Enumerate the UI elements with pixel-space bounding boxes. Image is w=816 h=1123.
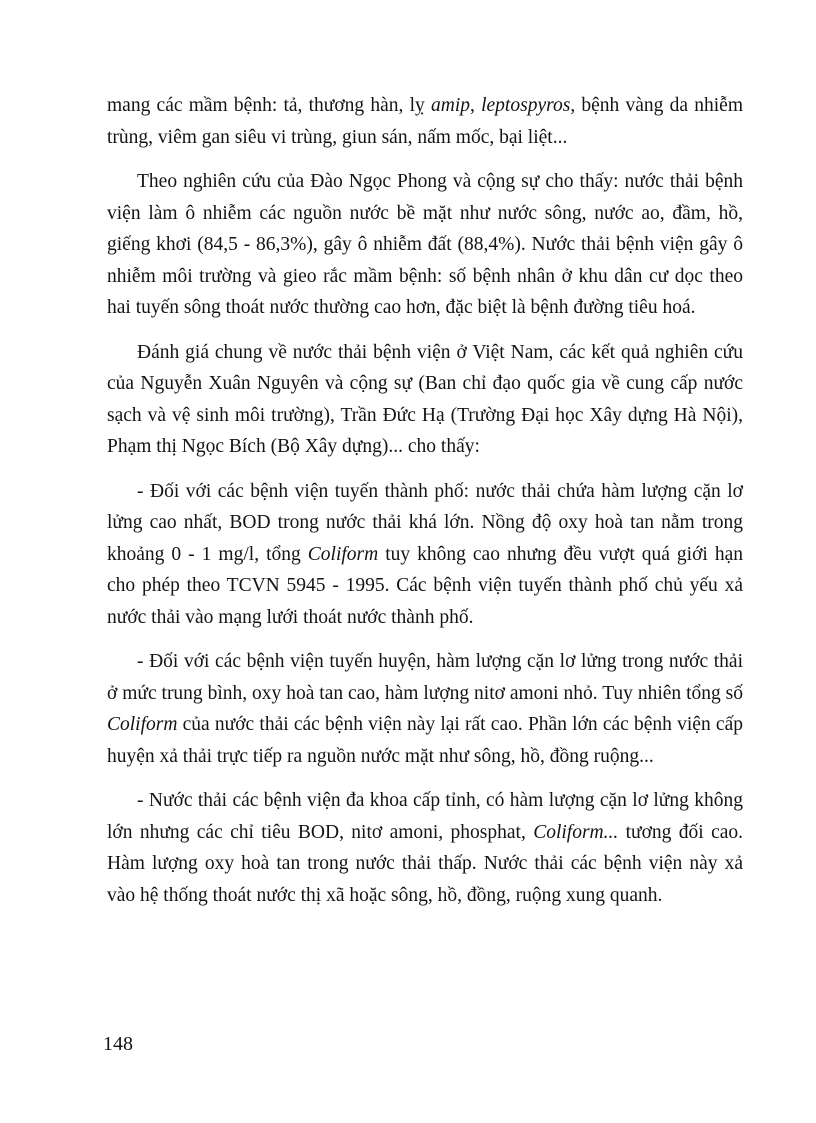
italic-term: amip: [431, 95, 471, 116]
paragraph-p6: [107, 785, 743, 911]
text-segment: của nước thải các bệnh viện này lại rất cao. Phần lớn các bệnh viện cấp huyện xả thải trực tiếp ra nguồn nước mặt như sông, hồ, đồng ruộng...: [107, 714, 743, 767]
text-segment: ,: [470, 95, 482, 116]
text-segment: mang các mầm bệnh: tả, thương hàn, lỵ: [107, 95, 432, 116]
italic-term: Coliform: [307, 543, 379, 565]
page-number: 148: [103, 1033, 133, 1055]
text-segment: - Đối với các bệnh viện tuyến huyện, hàm lượng cặn lơ lửng trong nước thải ở mức trung bình, oxy hoà tan cao, hàm lượng nitơ amoni nhỏ. Tuy nhiên tổng số: [107, 651, 743, 704]
text-segment: - Nước thải các bệnh viện đa khoa cấp tỉnh, có hàm lượng cặn lơ lửng không lớn nhưng các chỉ tiêu BOD, nitơ amoni, phosphat,: [107, 790, 743, 843]
italic-term: leptospyros: [481, 95, 571, 116]
paragraph-p4: [107, 476, 743, 634]
paragraph-p1: [107, 90, 743, 153]
body-text: [107, 90, 743, 911]
paragraph-p5: [107, 646, 743, 772]
text-segment: , bệnh vàng da nhiễm trùng, viêm gan siêu vi trùng, giun sán, nấm mốc, bại liệt...: [107, 95, 743, 148]
text-segment: tuy không cao nhưng đều vượt quá giới hạn cho phép theo TCVN 5945 - 1995. Các bệnh viện tuyến thành phố chủ yếu xả nước thải vào mạng lưới thoát nước thành phố.: [107, 543, 743, 628]
paragraph-p2: [107, 166, 743, 324]
text-segment: - Đối với các bệnh viện tuyến thành phố: nước thải chứa hàm lượng cặn lơ lửng cao nhất, BOD trong nước thải khá lớn. Nồng độ oxy hoà tan nằm trong khoảng 0 - 1 mg/l, tổng: [107, 480, 743, 565]
paragraph-p3: [107, 337, 743, 463]
italic-term: Coliform: [107, 714, 178, 735]
text-segment: Đánh giá chung về nước thải bệnh viện ở Việt Nam, các kết quả nghiên cứu của Nguyễn Xuân Nguyên và cộng sự (Ban chỉ đạo quốc gia về cung cấp nước sạch và vệ sinh môi trường), Trần Đức Hạ (Trường Đại học Xây dựng Hà Nội), Phạm thị Ngọc Bích (Bộ Xây dựng)... cho thấy:: [107, 341, 743, 457]
text-segment: Theo nghiên cứu của Đào Ngọc Phong và cộng sự cho thấy: nước thải bệnh viện làm ô nhiễm các nguồn nước bề mặt như nước sông, nước ao, đầm, hồ, giếng khơi (84,5 - 86,3%), gây ô nhiễm đất (88,4%). Nước thải bệnh viện gây ô nhiễm môi trường và gieo rắc mầm bệnh: số bệnh nhân ở khu dân cư dọc theo hai tuyến sông thoát nước thường cao hơn, đặc biệt là bệnh đường tiêu hoá.: [107, 171, 743, 318]
italic-term: Coliform...: [533, 821, 619, 843]
text-segment: tương đối cao. Hàm lượng oxy hoà tan trong nước thải thấp. Nước thải các bệnh viện này xả vào hệ thống thoát nước thị xã hoặc sông, hồ, đồng, ruộng xung quanh.: [107, 821, 744, 906]
